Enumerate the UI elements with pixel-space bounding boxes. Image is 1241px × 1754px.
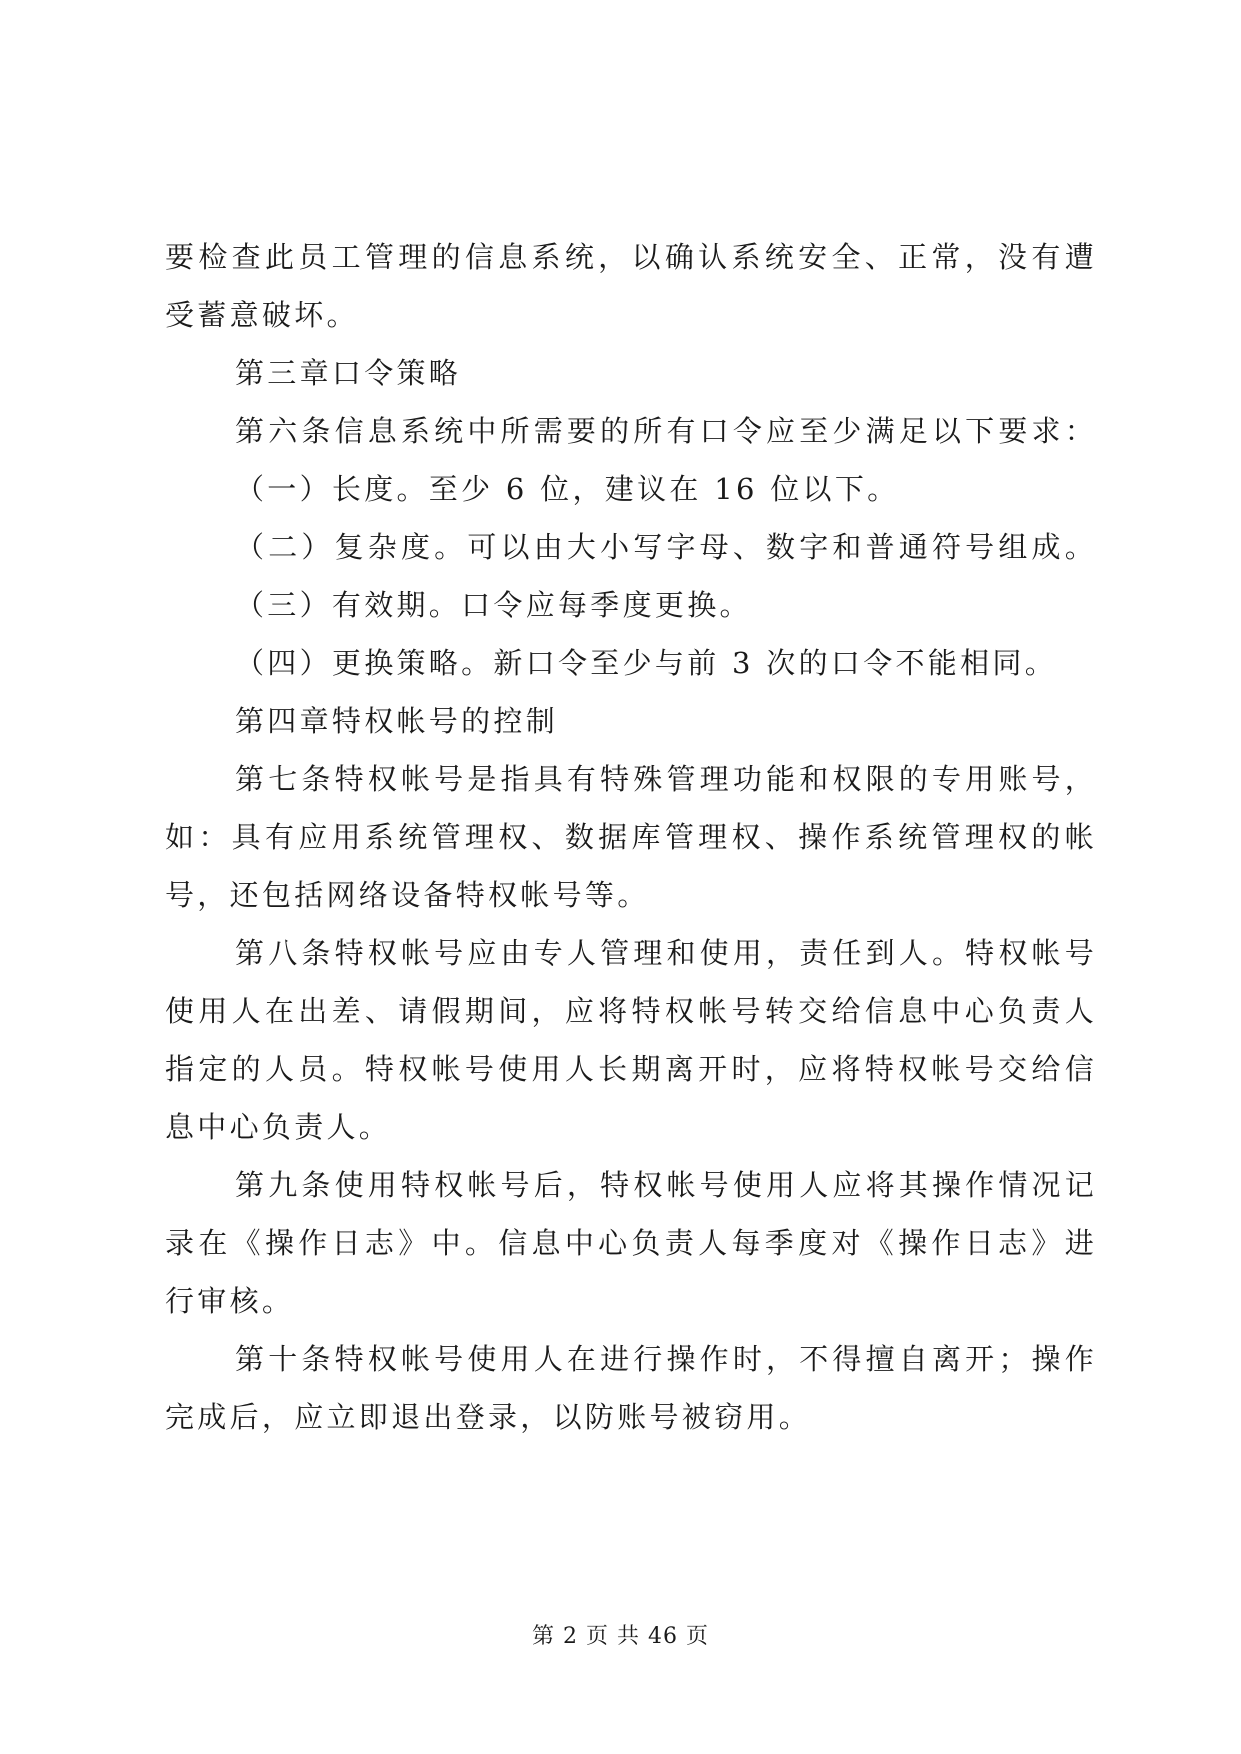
text-line: 指定的人员。特权帐号使用人长期离开时，应将特权帐号交给信 xyxy=(165,1052,1097,1086)
list-item: （四）更换策略。新口令至少与前 3 次的口令不能相同。 xyxy=(235,646,1057,680)
list-item: （三）有效期。口令应每季度更换。 xyxy=(235,588,752,622)
article-line: 第七条特权帐号是指具有特殊管理功能和权限的专用账号， xyxy=(235,762,1097,796)
text-line: 号，还包括网络设备特权帐号等。 xyxy=(165,878,650,912)
text-line: 行审核。 xyxy=(165,1284,295,1318)
text-line: 息中心负责人。 xyxy=(165,1110,392,1144)
article-line: 第六条信息系统中所需要的所有口令应至少满足以下要求： xyxy=(235,414,1097,448)
article-line: 第十条特权帐号使用人在进行操作时，不得擅自离开；操作 xyxy=(235,1342,1097,1376)
text-line: 完成后，应立即退出登录，以防账号被窃用。 xyxy=(165,1400,812,1434)
chapter-heading: 第三章口令策略 xyxy=(235,356,462,390)
text-line: 使用人在出差、请假期间，应将特权帐号转交给信息中心负责人 xyxy=(165,994,1097,1028)
text-line: 如：具有应用系统管理权、数据库管理权、操作系统管理权的帐 xyxy=(165,820,1097,854)
list-item: （一）长度。至少 6 位，建议在 16 位以下。 xyxy=(235,472,900,506)
text-line: 要检查此员工管理的信息系统，以确认系统安全、正常，没有遭 xyxy=(165,240,1097,274)
text-line: 录在《操作日志》中。信息中心负责人每季度对《操作日志》进 xyxy=(165,1226,1097,1260)
text-line: 受蓄意破坏。 xyxy=(165,298,359,332)
chapter-heading: 第四章特权帐号的控制 xyxy=(235,704,559,738)
document-body xyxy=(165,228,1097,1446)
list-item: （二）复杂度。可以由大小写字母、数字和普通符号组成。 xyxy=(235,530,1097,564)
page-number-footer: 第 2 页 共 46 页 xyxy=(532,1624,709,1649)
article-line: 第九条使用特权帐号后，特权帐号使用人应将其操作情况记 xyxy=(235,1168,1097,1202)
article-line: 第八条特权帐号应由专人管理和使用，责任到人。特权帐号 xyxy=(235,936,1097,970)
